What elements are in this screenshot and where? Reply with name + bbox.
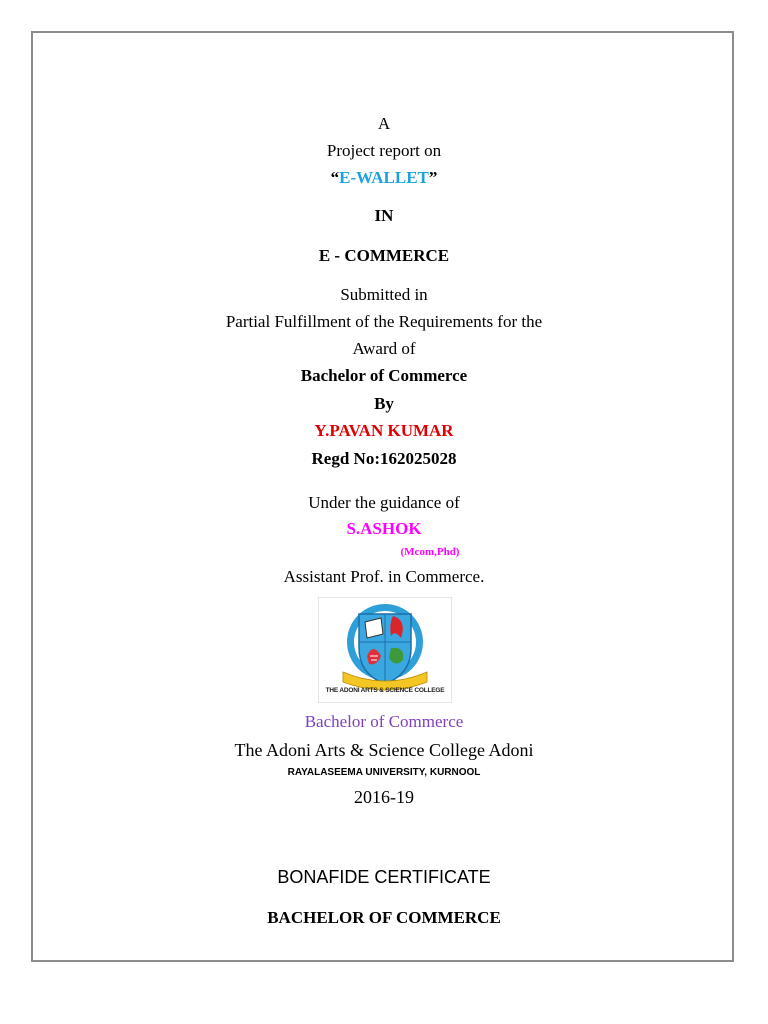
award-of: Award of — [352, 339, 416, 358]
department-name: Bachelor of Commerce — [304, 712, 464, 731]
guide-qualification: (Mcom,Phd) — [400, 546, 460, 558]
report-title — [0, 169, 768, 186]
certificate-degree: BACHELOR OF COMMERCE — [267, 908, 501, 927]
student-name: Y.PAVAN KUMAR — [314, 421, 454, 440]
by-label: By — [374, 394, 394, 413]
college-name: The Adoni Arts & Science College Adoni — [234, 740, 534, 760]
in-label: IN — [374, 206, 394, 225]
guide-name: S.ASHOK — [346, 519, 422, 538]
degree-name: Bachelor of Commerce — [300, 366, 468, 385]
certificate-heading: BONAFIDE CERTIFICATE — [277, 867, 491, 887]
guide-designation: Assistant Prof. in Commerce. — [283, 567, 485, 586]
article-a: A — [377, 114, 391, 133]
guidance-label: Under the guidance of — [308, 493, 460, 512]
submitted-in: Submitted in — [340, 285, 428, 304]
title-close-quote: ” — [428, 168, 438, 187]
logo-caption: THE ADONI ARTS & SCIENCE COLLEGE — [325, 687, 445, 694]
university-name: RAYALASEEMA UNIVERSITY, KURNOOL — [287, 767, 481, 778]
partial-fulfillment-line: Partial Fulfillment of the Requirements for the — [225, 312, 543, 331]
college-logo — [318, 597, 452, 703]
registration-number: Regd No:162025028 — [311, 449, 457, 468]
title-open-quote: “ — [330, 168, 340, 187]
title-text: E-WALLET — [339, 168, 429, 187]
report-line: Project report on — [326, 141, 442, 160]
academic-year: 2016-19 — [354, 787, 414, 807]
subject-heading: E - COMMERCE — [318, 246, 450, 265]
